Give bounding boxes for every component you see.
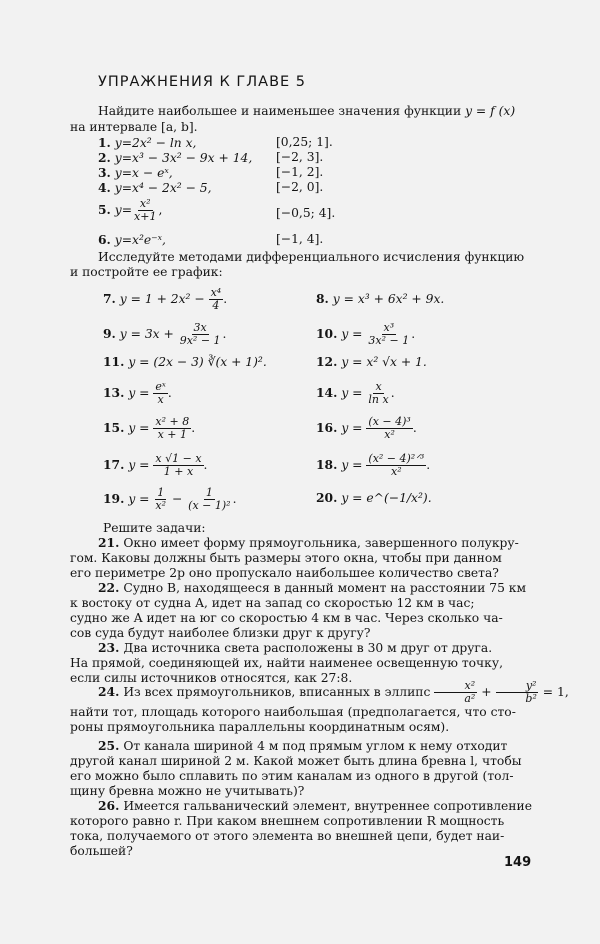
- problem-24: 24. Из всех прямоугольников, вписанных в эллипс $\frac{\text{x²}}{\text{a²}}$ + $\frac{\text{y²}}{\text{b²}}$ = 1, найти тот, площадь которого наибольшая (предполагается, что сто- роны прямоугольника параллельны координатным осям).: [70, 679, 569, 734]
- problem-22: 22. Судно B, находящееся в данный момент на расстоянии 75 км к востоку от судна A, идет на запад со скоростью 12 км в час; судно же A идет на юг со скоростью 4 км в час. Через сколько ча- сов суда будут наиболее близки друг к другу?: [70, 580, 527, 640]
- problem-25: 25. От канала шириной 4 м под прямым углом к нему отходит другой канал шириной 2 м. Какой может быть длина бревна l, чтобы его можно было сплавить по этим каналам из одного в другой (тол- щину бревна можно не учитывать)?: [70, 738, 522, 798]
- exercise-14: 14. y = $\frac{x}{\text{ln x}}$ .: [316, 380, 395, 406]
- exercise-3: 3. y=x − eˣ, [−1, 2].: [98, 165, 324, 180]
- exercise-18: 18. y = $\frac{\text{(x² − 4)²ᐟ³}}{\text{x²}}$ .: [316, 452, 431, 478]
- exercise-7: 7. y = 1 + 2x² − $\frac{\text{x⁴}}{4}$ .: [103, 286, 228, 312]
- problem-21: 21. Окно имеет форму прямоугольника, завершенного полукру- гом. Каковы должны быть размеры этого окна, чтобы при данном его периметре 2p оно пропускало наибольшее количество света?: [70, 535, 519, 580]
- exercise-17: 17. y = $\frac{x √1 - x}{1 + x}$ .: [103, 452, 208, 478]
- problem-26: 26. Имеется гальванический элемент, внутреннее сопротивление которого равно r. При каком внешнем сопротивлении R мощность тока, получаемого от этого элемента во внешней цепи, будет наи- большей?: [70, 798, 532, 858]
- exercise-1: 1. y=2x² − ln x, [0,25; 1].: [98, 135, 333, 150]
- problem-23: 23. Два источника света расположены в 30 м друг от друга. На прямой, соединяющей их, найти наименее освещенную точку, если силы источников относятся, как 27:8.: [70, 640, 503, 685]
- exercise-12: 12. y = x² √x + 1.: [316, 354, 427, 369]
- exercise-9: 9. y = 3x + $\frac{3x}{\text{9x² − 1}}$ .: [103, 321, 227, 347]
- exercise-11: 11. y = (2x − 3) ∛(x + 1)².: [103, 354, 267, 369]
- exercise-6: 6. y=x²e⁻ˣ, [−1, 4].: [98, 232, 324, 247]
- exercise-16: 16. y = $\frac{\text{(x − 4)³}}{\text{x²}}$ .: [316, 415, 417, 441]
- intro-2-cont: и постройте ее график:: [70, 265, 223, 279]
- exercise-20: 20. y = e^(−1/x²).: [316, 490, 432, 505]
- exercise-2: 2. y=x³ − 3x² − 9x + 14, [−2, 3].: [98, 150, 324, 165]
- intro-1-cont: на интервале [a, b].: [70, 120, 198, 134]
- intro-1: Найдите наибольшее и наименьшее значения функции y = f (x): [98, 104, 516, 118]
- exercise-8: 8. y = x³ + 6x² + 9x.: [316, 291, 445, 306]
- intro-2: Исследуйте методами дифференциального исчисления функцию: [98, 250, 525, 264]
- exercise-4: 4. y=x⁴ − 2x² − 5, [−2, 0].: [98, 180, 324, 195]
- exercise-15: 15. y = $\frac{\text{x² + 8}}{x + 1}$ .: [103, 415, 196, 441]
- exercise-19: 19. y = $\frac{1}{\text{x²}}$ − $\frac{1}{\text{(x − 1)²}}$ .: [103, 486, 237, 512]
- page-number: 149: [504, 855, 532, 870]
- exercise-10: 10. y = $\frac{\text{x³}}{\text{3x² − 1}}$ .: [316, 321, 416, 347]
- exercise-5: 5. y= $\frac{\text{x²}}{x+1}$ , [−0,5; 4].: [98, 197, 336, 223]
- exercise-13: 13. y = $\frac{\text{eˣ}}{x}$ .: [103, 380, 172, 406]
- chapter-title: УПРАЖНЕНИЯ К ГЛАВЕ 5: [98, 74, 307, 90]
- intro-3: Решите задачи:: [103, 521, 206, 535]
